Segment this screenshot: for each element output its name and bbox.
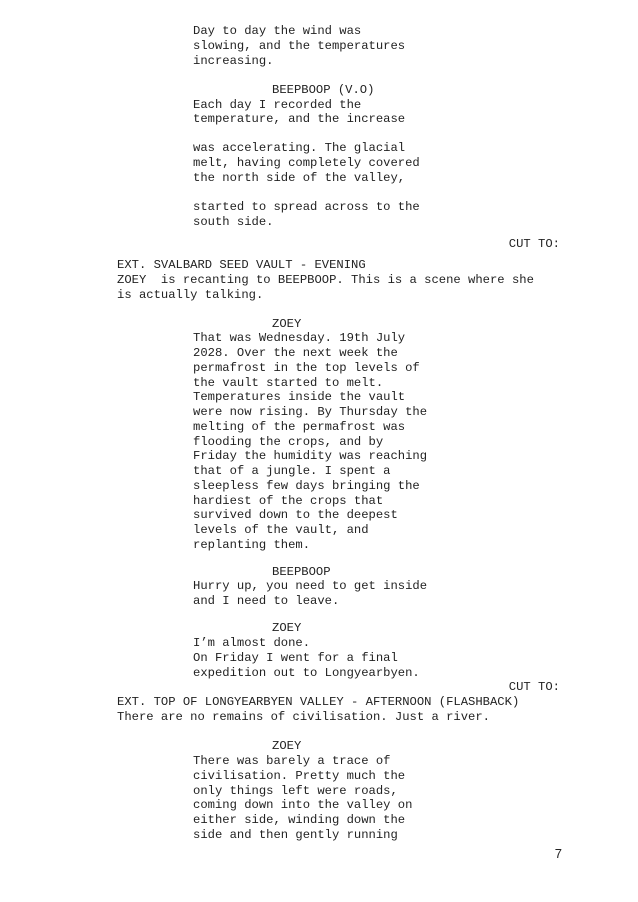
dialogue-line: flooding the crops, and by xyxy=(193,435,384,449)
transition: CUT TO: xyxy=(508,680,560,694)
dialogue-line: increasing. xyxy=(193,54,274,68)
dialogue-line: There was barely a trace of xyxy=(193,754,391,768)
dialogue-line: the north side of the valley, xyxy=(193,171,406,185)
dialogue-line: and I need to leave. xyxy=(193,594,340,608)
dialogue-line: only things left were roads, xyxy=(193,784,398,798)
character-name: ZOEY xyxy=(272,621,302,635)
dialogue-line: was accelerating. The glacial xyxy=(193,141,406,155)
dialogue-line: started to spread across to the xyxy=(193,200,420,214)
dialogue-line: south side. xyxy=(193,215,274,229)
action-line: There are no remains of civilisation. Just a river. xyxy=(117,710,490,724)
dialogue-line: Hurry up, you need to get inside xyxy=(193,579,428,593)
character-name: BEEPBOOP xyxy=(272,565,331,579)
dialogue-line: On Friday I went for a final xyxy=(193,651,398,665)
dialogue-line: melt, having completely covered xyxy=(193,156,420,170)
dialogue-line: the vault started to melt. xyxy=(193,376,384,390)
dialogue-line: levels of the vault, and xyxy=(193,523,369,537)
dialogue-line: survived down to the deepest xyxy=(193,508,398,522)
dialogue-line: were now rising. By Thursday the xyxy=(193,405,428,419)
dialogue-line: Each day I recorded the xyxy=(193,98,362,112)
scene-heading: EXT. SVALBARD SEED VAULT - EVENING xyxy=(117,258,366,272)
scene-heading: EXT. TOP OF LONGYEARBYEN VALLEY - AFTERNOON (FLASHBACK) xyxy=(117,695,520,709)
dialogue-line: side and then gently running xyxy=(193,828,398,842)
dialogue-line: That was Wednesday. 19th July xyxy=(193,331,406,345)
action-line: ZOEY is recanting to BEEPBOOP. This is a scene where she xyxy=(117,273,534,287)
dialogue-line: Temperatures inside the vault xyxy=(193,390,406,404)
dialogue-line: permafrost in the top levels of xyxy=(193,361,420,375)
character-name: BEEPBOOP (V.O) xyxy=(272,83,375,97)
dialogue-line: replanting them. xyxy=(193,538,311,552)
page-number: 7 xyxy=(554,846,562,861)
character-name: ZOEY xyxy=(272,739,302,753)
transition: CUT TO: xyxy=(508,237,560,251)
dialogue-line: expedition out to Longyearbyen. xyxy=(193,666,420,680)
dialogue-line: Day to day the wind was xyxy=(193,24,362,38)
dialogue-line: civilisation. Pretty much the xyxy=(193,769,406,783)
dialogue-line: temperature, and the increase xyxy=(193,112,406,126)
dialogue-line: coming down into the valley on xyxy=(193,798,413,812)
dialogue-line: hardiest of the crops that xyxy=(193,494,384,508)
dialogue-line: melting of the permafrost was xyxy=(193,420,406,434)
action-line: is actually talking. xyxy=(117,288,264,302)
dialogue-line: either side, winding down the xyxy=(193,813,406,827)
dialogue-line: Friday the humidity was reaching xyxy=(193,449,428,463)
dialogue-line: I’m almost done. xyxy=(193,636,311,650)
dialogue-line: slowing, and the temperatures xyxy=(193,39,406,53)
dialogue-line: that of a jungle. I spent a xyxy=(193,464,391,478)
character-name: ZOEY xyxy=(272,317,302,331)
dialogue-line: 2028. Over the next week the xyxy=(193,346,398,360)
dialogue-line: sleepless few days bringing the xyxy=(193,479,420,493)
